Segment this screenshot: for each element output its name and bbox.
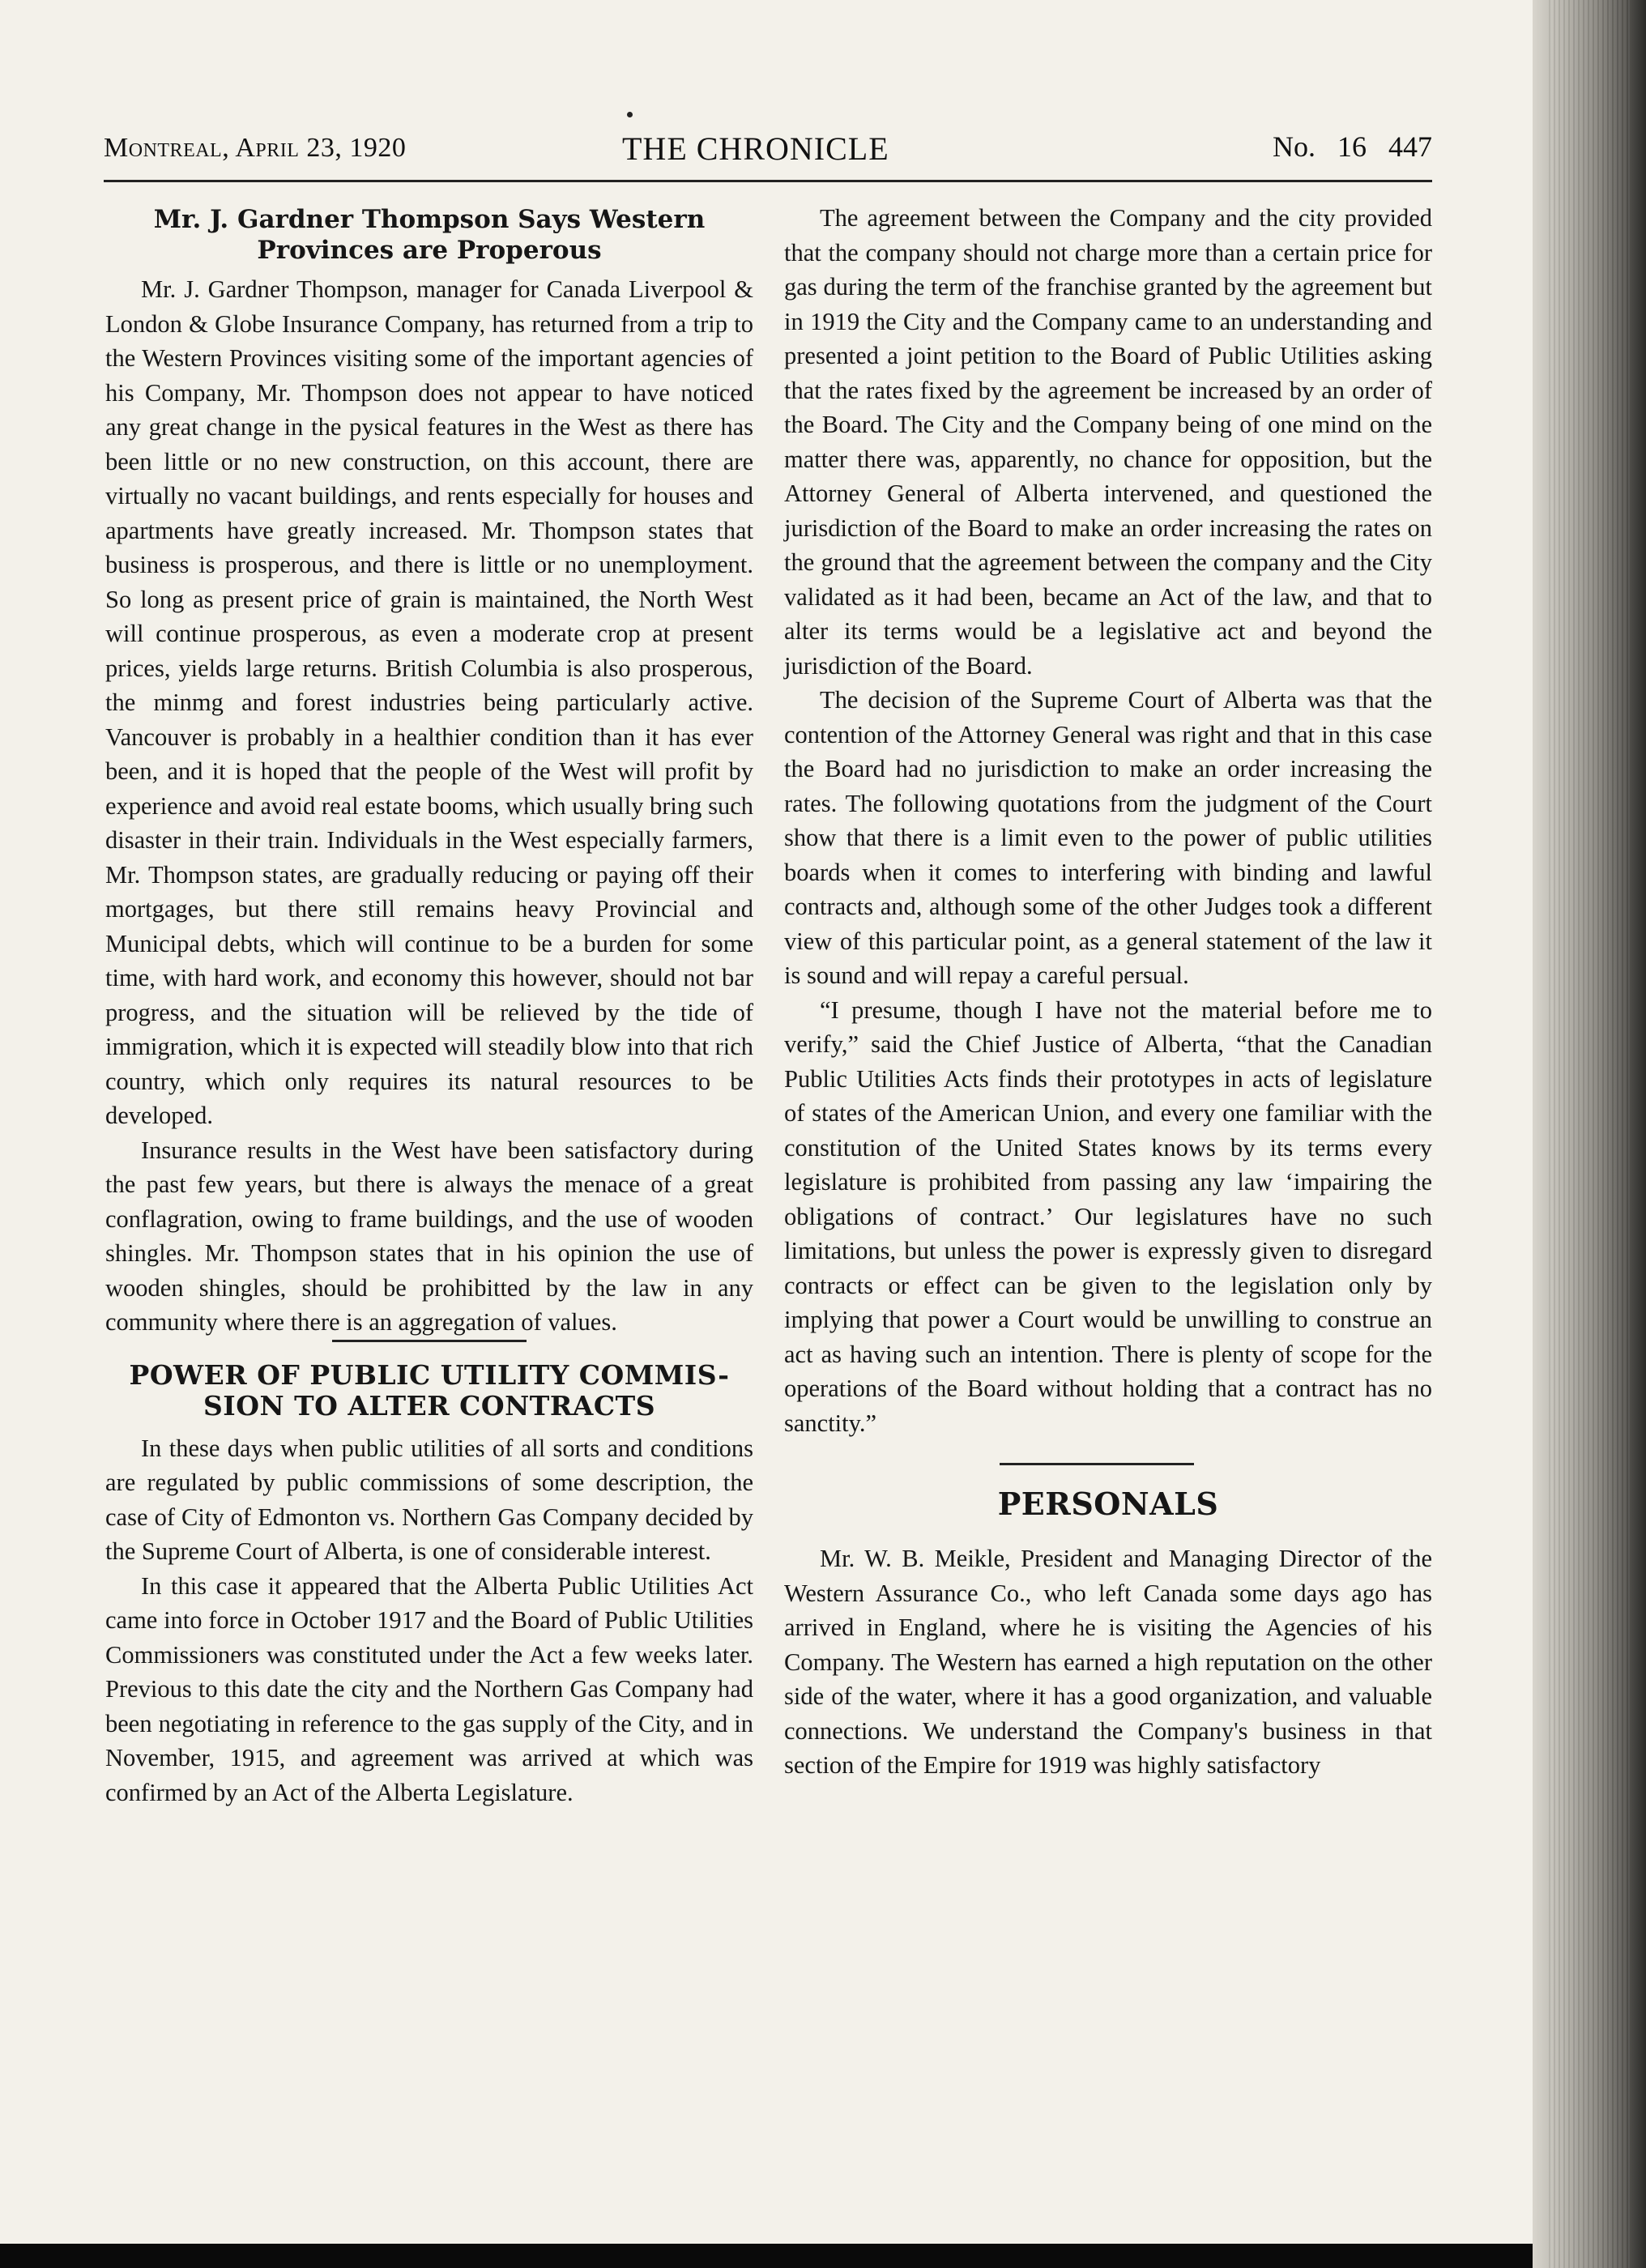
article-paragraph: Mr. W. B. Meikle, President and Managing Director of the Western Assurance Co., who left Canada some days ago has arrived in England, where he is visiting the Agencies of his Company. The Western has earned a high reputation on the other side of the water, where it has a good organization, and valuable connections. We understand the Company's business in that section of the Empire for 1919 was highly satisfactory: [784, 1545, 1432, 1779]
header-dateline: Montreal, April 23, 1920: [104, 133, 407, 163]
article-paragraph: “I presume, though I have not the material before me to verify,” said the Chief Justice of Alberta, “that the Canadian Public Utilities Acts finds their prototypes in acts of legislature of states of the American Union, and every one familiar with the constitution of the United States knows by its terms every legislature is prohibited from passing any law ‘impairing the obligations of contract.’ Our legislatures have no such limitations, but unless the power is expressly given to disregard contracts or effect can be given to the legislation only by implying that power a Court would be unwilling to construe an act as having such an intention. There is plenty of scope for the operations of the Board without holding that a contract has no sanctity.”: [784, 995, 1432, 1437]
article-paragraph: In this case it appeared that the Alberta Public Utilities Act came into force in October 1917 and the Board of Public Utilities Commissioners was constituted under the Act a few weeks later. Previous to this date the city and the Northern Gas Company had been negotiating in reference to the gas supply of the City, and in November, 1915, and agreement was arrived at which was confirmed by an Act of the Alberta Legislature.: [105, 1571, 753, 1806]
article-paragraph: Mr. J. Gardner Thompson, manager for Canada Liverpool & London & Globe Insurance Company, has returned from a trip to the Western Provinces visiting some of the important agencies of his Company, Mr. Thompson does not appear to have noticed any great change in the pysical features in the West as there has been little or no new construction, on this account, there are virtually no vacant buildings, and rents especially for houses and apartments have greatly increased. Mr. Thompson states that business is prosperous, and there is little or no unemployment. So long as present price of grain is maintained, the North West will continue prosperous, as even a moderate crop at present prices, yields large returns. British Columbia is also prosperous, the minmg and forest industries being particularly active. Vancouver is probably in a healthier condition than it has ever been, and it is hoped that the people of the West will profit by experience and avoid real estate booms, which usually bring such disaster in their train. Individuals in the West especially farmers, Mr. Thompson states, are gradually reducing or paying off their mortgages, but there still remains heavy Provincial and Municipal debts, which will continue to be a burden for some time, with hard work, and economy this however, should not bar progress, and the situation will be relieved by the tide of immigration, which it is expected will steadily blow into that rich country, which only requires its natural resources to be developed.: [105, 275, 753, 1129]
headline-line: Provinces are Properous: [257, 236, 602, 265]
page-header: [104, 128, 1432, 177]
right-column: [784, 201, 1432, 1783]
header-masthead: THE CHRONICLE: [622, 130, 889, 167]
section-divider: [1000, 1463, 1194, 1465]
headline-line: SION TO ALTER CONTRACTS: [203, 1389, 656, 1422]
left-column: [105, 201, 753, 1810]
article-paragraph: The decision of the Supreme Court of Alberta was that the contention of the Attorney General was right and that in this case the Board had no jurisdiction to make an order increasing the rates. The following quotations from the judgment of the Court show that there is a limit even to the power of public utilities boards when it comes to interfering with binding and lawful contracts and, although some of the other Judges took a different view of this particular point, as a general statement of the law it is sound and will repay a careful persual.: [784, 686, 1432, 989]
section-divider: [332, 1340, 527, 1342]
headline-line: POWER OF PUBLIC UTILITY COMMIS-: [129, 1358, 730, 1391]
article-paragraph: Insurance results in the West have been satisfactory during the past few years, but there is always the menace of a great conflagration, owing to frame buildings, and the use of wooden shingles. Mr. Thompson states that in his opinion the use of wooden shingles, should be prohibitted by the law in any community where there is an aggregation of values.: [105, 1136, 753, 1336]
article-utility-headline: [105, 1360, 753, 1422]
binding-texture: [1549, 0, 1630, 2268]
print-speck: [627, 112, 633, 117]
personals-headline: PERSONALS: [997, 1486, 1219, 1522]
header-rule: [104, 180, 1432, 182]
article-paragraph: In these days when public utilities of all sorts and conditions are regulated by public commissions of some description, the case of City of Edmonton vs. Northern Gas Company decided by the Supreme Court of Alberta, is one of considerable interest.: [105, 1434, 753, 1565]
headline-line: Mr. J. Gardner Thompson Says Western: [153, 205, 706, 234]
article-thompson-headline: [105, 204, 753, 266]
header-page-number: No. 16 447: [1273, 130, 1432, 163]
article-paragraph: The agreement between the Company and the city provided that the company should not charge more than a certain price for gas during the term of the franchise granted by the agreement but in 1919 the City and the Company came to an understanding and presented a joint petition to the Board of Public Utilities asking that the rates fixed by the agreement be increased by an order of the Board. The City and the Company being of one mind on the matter there was, apparently, no chance for opposition, but the Attorney General of Alberta intervened, and questioned the jurisdiction of the Board to make an order increasing the rates on the ground that the agreement between the company and the City validated as it had been, became an Act of the law, and that to alter its terms would be a legislative act and beyond the jurisdiction of the Board.: [784, 204, 1432, 680]
